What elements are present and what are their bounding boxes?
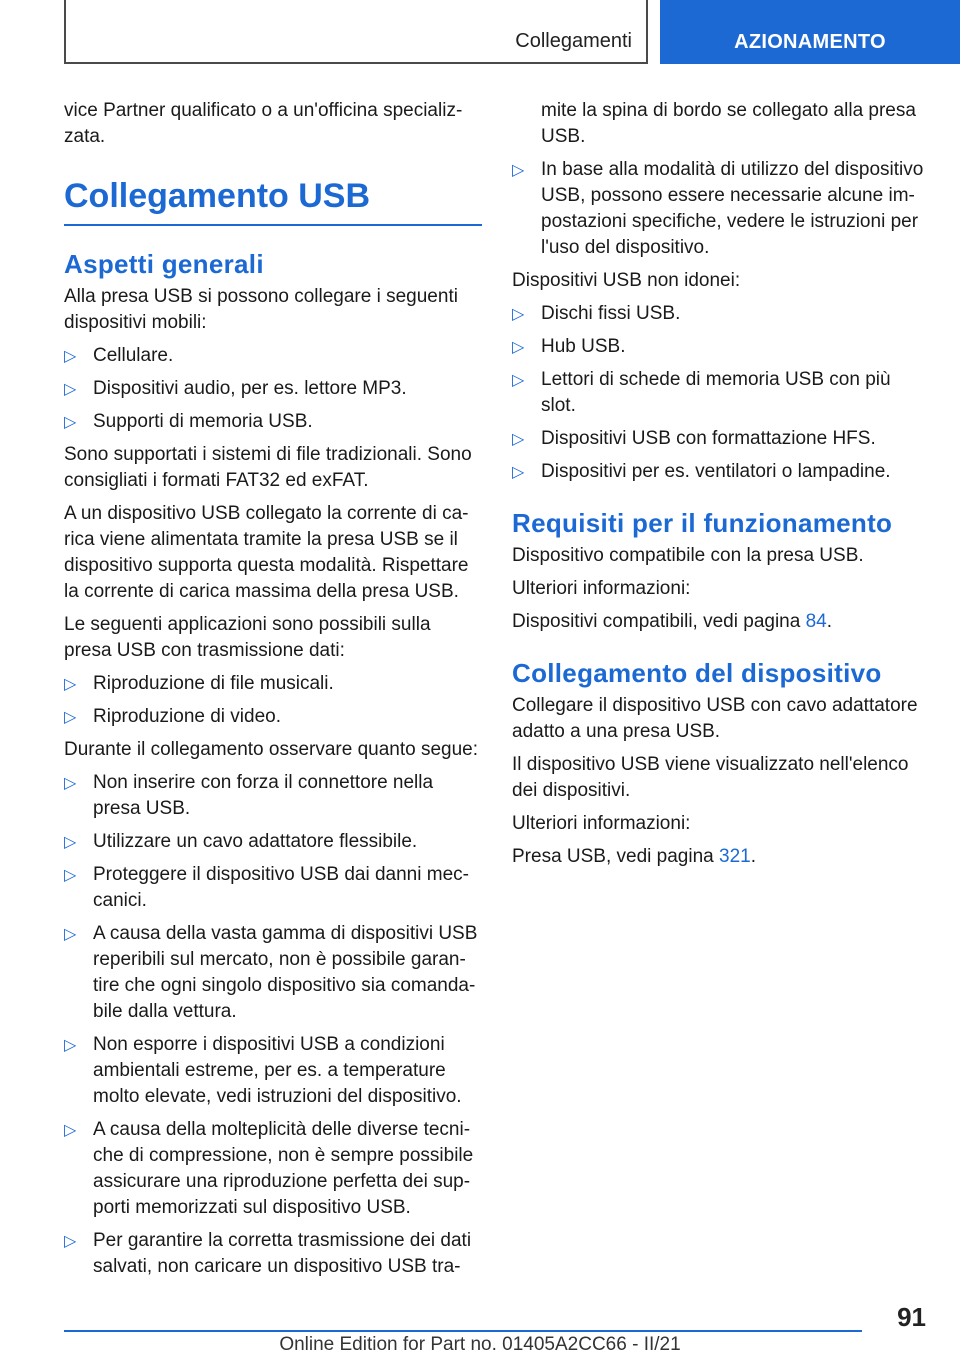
subheading-requirements: Requisiti per il funzionamento — [512, 508, 893, 538]
list-item: ▷ Lettori di schede di memoria USB con più slot. — [512, 369, 891, 416]
paragraph: Le seguenti applicazioni sono possibili sulla presa USB con trasmissione dati: — [64, 614, 431, 661]
list-item: ▷ Dispositivi audio, per es. lettore MP3. — [64, 376, 482, 402]
section-heading: Collegamento USB — [64, 176, 482, 226]
paragraph: Ulteriori informazioni: — [512, 813, 691, 834]
right-column — [512, 98, 930, 877]
triangle-bullet-icon: ▷ — [64, 1233, 77, 1250]
triangle-bullet-icon: ▷ — [512, 162, 525, 179]
list-item: ▷ Riproduzione di video. — [64, 704, 482, 730]
list-item: ▷ In base alla modalità di utilizzo del dispositivo USB, possono essere necessarie alcune im‑ postazioni specifiche, vedere le istruzioni per l'uso del dispositivo. — [512, 159, 924, 258]
list-item-continued: mite la spina di bordo se collegato alla presa USB. — [541, 100, 916, 147]
paragraph: Alla presa USB si possono collegare i seguenti dispositivi mobili: — [64, 286, 458, 333]
paragraph: Il dispositivo USB viene visualizzato nell'elenco dei dispositivi. — [512, 754, 909, 801]
list-item: ▷ Dischi fissi USB. — [512, 301, 930, 327]
paragraph: Dispositivo compatibile con la presa USB. — [512, 545, 864, 566]
triangle-bullet-icon: ▷ — [64, 867, 77, 884]
subheading-general: Aspetti generali — [64, 249, 264, 279]
triangle-bullet-icon: ▷ — [512, 431, 525, 448]
triangle-bullet-icon: ▷ — [64, 1122, 77, 1139]
triangle-bullet-icon: ▷ — [64, 709, 77, 726]
left-column — [64, 98, 482, 1287]
triangle-bullet-icon: ▷ — [64, 348, 77, 365]
list-item: ▷ Riproduzione di file musicali. — [64, 671, 482, 697]
paragraph: Presa USB, vedi pagina 321. — [512, 846, 756, 867]
triangle-bullet-icon: ▷ — [512, 306, 525, 323]
list-item: ▷ Non inserire con forza il connettore nella presa USB. — [64, 772, 434, 819]
edition-footer: Online Edition for Part no. 01405A2CC66 - II/21 — [279, 1334, 681, 1355]
triangle-bullet-icon: ▷ — [64, 834, 77, 851]
triangle-bullet-icon: ▷ — [64, 414, 77, 431]
list-item: ▷ Dispositivi per es. ventilatori o lampadine. — [512, 459, 930, 485]
intro-paragraph: vice Partner qualificato o a un'officina specializ‑ zata. — [64, 100, 463, 147]
triangle-bullet-icon: ▷ — [512, 372, 525, 389]
paragraph: Collegare il dispositivo USB con cavo adattatore adatto a una presa USB. — [512, 695, 918, 742]
paragraph: Dispositivi compatibili, vedi pagina 84. — [512, 611, 833, 632]
section-tab-label: AZIONAMENTO — [734, 30, 886, 53]
triangle-bullet-icon: ▷ — [64, 1037, 77, 1054]
header-box — [64, 0, 648, 64]
triangle-bullet-icon: ▷ — [64, 676, 77, 693]
page-link-321[interactable]: 321 — [719, 846, 751, 867]
list-item: ▷ Non esporre i dispositivi USB a condizioni ambientali estreme, per es. a temperature molto elevate, vedi istruzioni del dispositivo. — [64, 1034, 462, 1107]
paragraph: Ulteriori informazioni: — [512, 578, 691, 599]
list-item: ▷ A causa della molteplicità delle diverse tecni‑ che di compressione, non è sempre possibile assicurare una riproduzione perfetta dei sup‑ porti memorizzati sul dispositivo USB. — [64, 1119, 474, 1218]
list-item: ▷ Dispositivi USB con formattazione HFS. — [512, 426, 930, 452]
triangle-bullet-icon: ▷ — [512, 464, 525, 481]
triangle-bullet-icon: ▷ — [512, 339, 525, 356]
paragraph: Sono supportati i sistemi di file tradizionali. Sono consigliati i formati FAT32 ed exFAT. — [64, 444, 472, 491]
subheading-connecting: Collegamento del dispositivo — [512, 658, 882, 688]
list-item: ▷ Supporti di memoria USB. — [64, 409, 482, 435]
triangle-bullet-icon: ▷ — [64, 926, 77, 943]
section-tab[interactable] — [660, 0, 960, 64]
page-link-84[interactable]: 84 — [805, 611, 827, 632]
list-item: ▷ Hub USB. — [512, 334, 930, 360]
footer-divider — [64, 1330, 862, 1332]
paragraph: Dispositivi USB non idonei: — [512, 270, 741, 291]
triangle-bullet-icon: ▷ — [64, 775, 77, 792]
paragraph: Durante il collegamento osservare quanto segue: — [64, 739, 479, 760]
list-item: ▷ Proteggere il dispositivo USB dai danni mec‑ canici. — [64, 864, 469, 911]
page-number: 91 — [897, 1302, 926, 1332]
list-item: ▷ A causa della vasta gamma di dispositivi USB reperibili sul mercato, non è possibile garan‑ tire che ogni singolo dispositivo sia comanda‑ bile dalla vettura. — [64, 923, 478, 1022]
list-item: ▷ Utilizzare un cavo adattatore flessibile. — [64, 829, 482, 855]
list-item: ▷ Cellulare. — [64, 343, 482, 369]
triangle-bullet-icon: ▷ — [64, 381, 77, 398]
list-item: ▷ Per garantire la corretta trasmissione dei dati salvati, non caricare un dispositivo USB tra‑ — [64, 1230, 472, 1277]
chapter-title: Collegamenti — [515, 30, 632, 52]
paragraph: A un dispositivo USB collegato la corrente di ca‑ rica viene alimentata tramite la presa USB se il dispositivo supporta questa modalità. Rispettare la corrente di carica massima della presa USB. — [64, 503, 469, 602]
